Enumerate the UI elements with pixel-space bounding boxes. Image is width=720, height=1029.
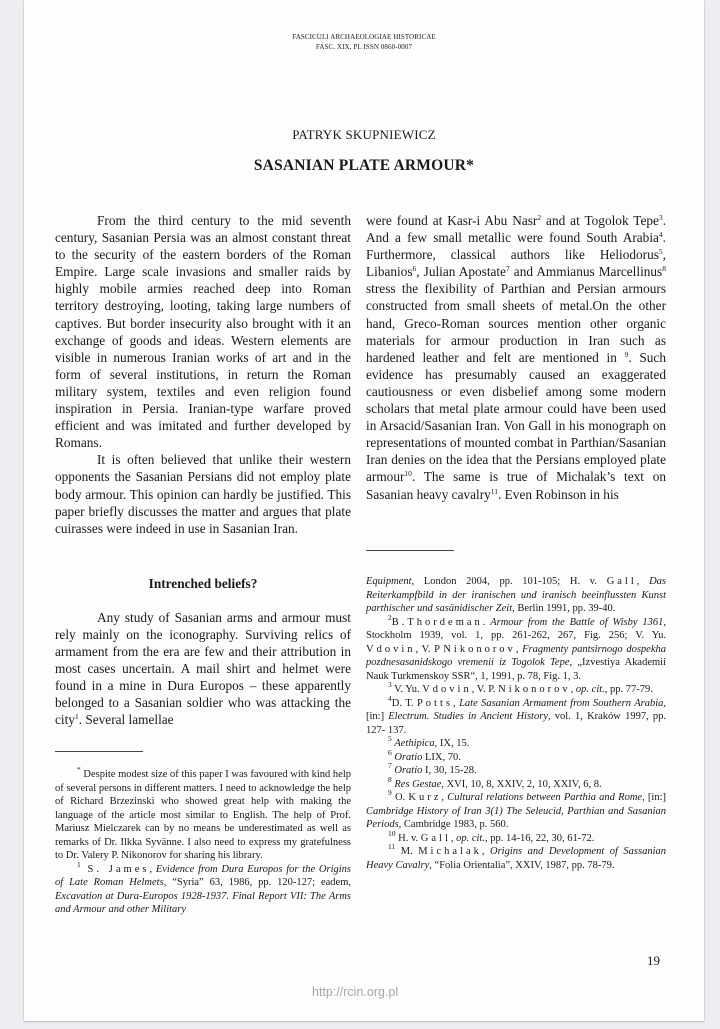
footnote-ref[interactable]: 6 [412, 264, 417, 274]
source-url[interactable]: http://rcin.org.pl [312, 985, 399, 999]
journal-header [24, 32, 704, 52]
page-number: 19 [647, 953, 660, 968]
footnote-ref[interactable]: 1 [74, 712, 79, 722]
paragraph-iconography: Any study of Sasanian arms and armour must rely mainly on the iconography. Surviving relics of armament from the era are few and their attribution in most cases uncertain. A mail shirt and helmet were found in a mine in Dura Europos – these apparently belonged to a Sasanian soldier who was attacking the city$^1$. Several lamellae [55, 609, 351, 728]
footnote-6: $^6$ Oratio LIX, 70. [388, 747, 461, 763]
journal-issn: FASC. XIX, PL ISSN 0860-0007 [315, 43, 413, 51]
footnote-star: * Despite modest size of this paper I was favoured with kind help of several persons in different matters. I need to acknowledge the help of Richard Brzezinski who showed great help with making the language of the article most similar to English. The help of Prof. Mariusz Mielczarek can by no means be underestimated as well as remarks of Dr. Ilkka Syvänne. I also need to express my gratefulness to Dr. Valery P. Nikonorov for sharing his library. [55, 765, 351, 861]
footnote-ref[interactable]: 3 [658, 213, 663, 222]
footnote-10: $^{10}$ H. v. Gall, op. cit., pp. 14-16, 22, 30, 61-72. [388, 828, 595, 844]
footnote-ref[interactable]: 5 [658, 247, 663, 257]
left-footnotes [55, 765, 351, 917]
footnote-ref[interactable]: 10 [404, 469, 412, 479]
footnote-ref[interactable]: 11 [490, 486, 499, 496]
journal-name: FASCICULI ARCHAEOLOGIAE HISTORICAE [292, 33, 436, 41]
right-footnotes [366, 575, 666, 872]
footnote-2: $^2$B.Thordeman. Armour from the Battle of Wisby 1361, Stockholm 1939, vol. 1, pp. 261-262, 267, Fig. 256; V. Yu. Vdovin, V. P Nikonorov, Fragmenty pantsirnogo dospekha pozdnesasanidskogo vremenii iz Togolok Tepe, „Izvestiya Akademii Nauk Turkmenskoy SSR“, 1, 1991, p. 78, Fig. 1, 3. [366, 612, 666, 682]
footnote-7: $^7$ Oratio I, 30, 15-28. [388, 761, 477, 776]
section-heading: Intrenched beliefs? [148, 575, 258, 591]
paragraph-thesis: It is often believed that unlike their western opponents the Sasanian Persians did not employ plate body armour. This opinion can hardly be justified. This paper briefly discusses the matter and argues that plate cuirasses were indeed in use in Sasanian Iran. [55, 452, 351, 536]
footnote-1: $^1$ S. James, Evidence from Dura Europos for the Origins of Late Roman Helmets, “Syria” 63, 1986, pp. 120-127; eadem, Excavation at Dura-Europos 1928-1937. Final Report VII: The Arms and Armour and other Military [55, 859, 351, 915]
footnote-8: $^8$ Res Gestae, XVI, 10, 8, XXIV, 2, 10, XXIV, 6, 8. [388, 774, 602, 790]
paragraph-evidence: were found at Kasr-i Abu Nasr$^2$ and at Togolok Tepe$^3$. And a few small metallic were found South Arabia$^4$. Furthermore, classical authors like Heliodorus$^5$, Libanios$^6$, Julian Apostate$^7$ and Ammianus Marcellinus$^8$ stress the flexibility of Parthian and Persian armours constructed from small sheets of metal.On the other hand, Greco-Roman sources mention other organic materials for armour production in Iran such as hardened leather and felt are mentioned in $^9$. Such evidence has presumably caused an exaggerated cautiousness or even disbelief among some modern scholars that metal plate armour could have been used in Arsacid/Sasanian Iran. Von Gall in his monograph on representations of mounted combat in Parthian/Sasanian Iran denies on the idea that the Persians employed plate armour$^{10}$. The same is true of Michalak’s text on Sasanian heavy cavalry$^{11}$. Even Robinson in his [366, 213, 667, 502]
footnote-separator-left [55, 751, 143, 752]
right-column-body [366, 212, 666, 503]
footnote-separator-right [366, 550, 454, 551]
footnote-1-continued: Equipment, London 2004, pp. 101-105; H. v. Gall, Das Reiterkampfbild in der iranischen und iranisch beeinflussten Kunst parthischer und sasänidischer Zeit, Berlin 1991, pp. 39-40. [366, 576, 667, 614]
footnote-ref[interactable]: 8 [662, 264, 666, 274]
footnote-ref[interactable]: 2 [537, 213, 542, 222]
footnote-9: $^9$ O. Kurz, Cultural relations between Parthia and Rome, [in:] Cambridge History of Iran 3(1) The Seleucid, Parthian and Sasanian Periods, Cambridge 1983, p. 560. [366, 788, 667, 830]
footnote-5: $^5$ Aethipica, IX, 15. [388, 734, 470, 749]
footnote-11: $^{11}$ M. Michalak, Origins and Development of Sassanian Heavy Cavalry, “Folia Orientalia”, XXIV, 1987, pp. 78-79. [366, 842, 666, 871]
footnote-ref[interactable]: 4 [658, 230, 663, 240]
footnote-3: $^3$ V. Yu. Vdovin, V. P. Nikonorov, op. cit., pp. 77-79. [388, 680, 653, 695]
author-name: PATRYK SKUPNIEWICZ [292, 127, 436, 142]
paragraph-intro: From the third century to the mid seventh century, Sasanian Persia was an almost constant threat to the security of the eastern borders of the Roman Empire. Large scale invasions and smaller raids by highly mobile armies reached deep into Roman territory destroying, looting, taking large numbers of captives. But border insecurity also brought with it an exchange of goods and ideas. Western elements are visible in numerous Iranian works of art and in the form of several institutions, in return the Roman military system, textiles and even religion found inspiration in Persia. Iranian-type warfare proved efficient and was imitated and further developed by Romans. [55, 213, 351, 451]
document-page [24, 0, 704, 1021]
footnote-ref[interactable]: 9 [624, 349, 629, 359]
left-column-body [55, 212, 351, 729]
article-title: SASANIAN PLATE ARMOUR* [253, 157, 475, 174]
footnote-4: $^4$D. T. Potts, Late Sasanian Armament from Southern Arabia, [in:] Electrum. Studies in Ancient History, vol. 1, Kraków 1997, pp. 127- 137. [366, 693, 667, 736]
footnote-ref[interactable]: 7 [506, 264, 510, 274]
